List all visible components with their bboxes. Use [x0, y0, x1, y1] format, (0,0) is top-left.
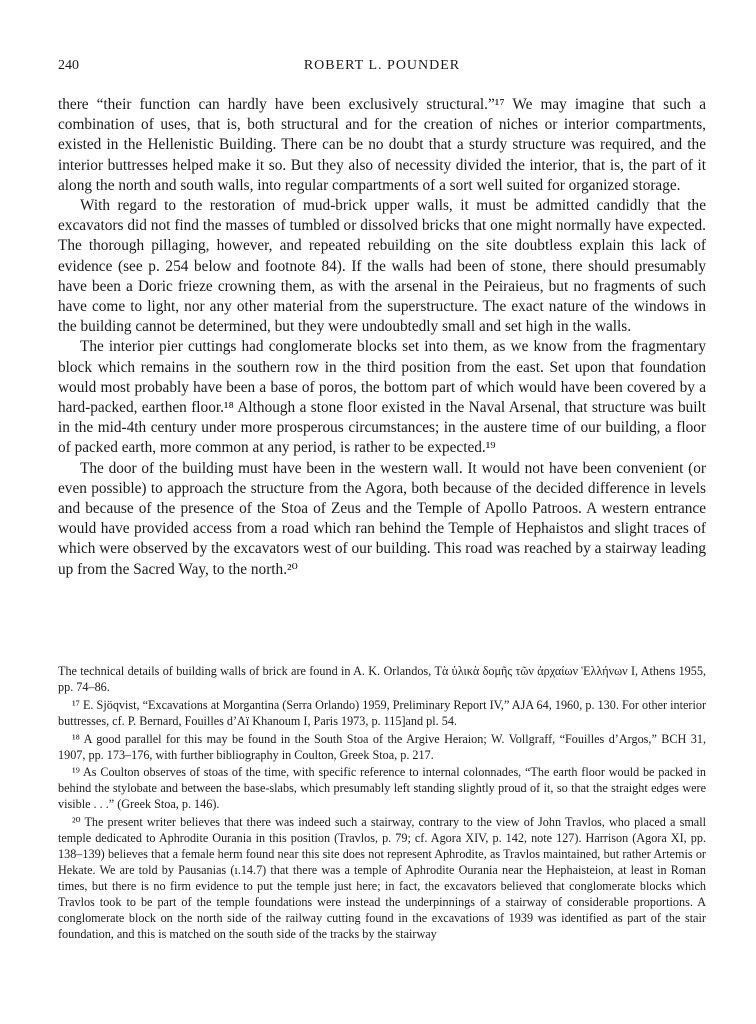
paragraph-1: there “their function can hardly have been exclusively structural.”¹⁷ We may imagine that such a combination of uses, that is, both structural and for the creation of niches or interior compartments, existed in the Hellenistic Building. There can be no doubt that a sturdy structure was required, and the interior buttresses helped make it so. But they also of necessity divided the interior, that is, the part of it along the north and south walls, into regular compartments of a sort well suited for organized storage.: [58, 96, 706, 194]
main-text: [58, 95, 706, 580]
footnote-20: ²⁰ The present writer believes that there was indeed such a stairway, contrary to the view of John Travlos, who placed a small temple dedicated to Aphrodite Ourania in this position (Travlos, p. 79; cf. Agora XIV, p. 142, note 127). Harrison (Agora XI, pp. 138–139) believes that a female herm found near this site does not represent Aphrodite, as Travlos maintained, but rather Artemis or Hekate. We are told by Pausanias (ı.14.7) that there was a temple of Aphrodite Ourania near the Hephaisteion, at least in Roman times, but there is no firm evidence to put the temple just here; in fact, the excavators believed that conglomerate blocks which Travlos took to be part of the temple foundations were instead the underpinnings of a stairway of considerable proportions. A conglomerate block on the north side of the railway cutting found in the excavations of 1939 was identified as part of the stair foundation, and this is matched on the south side of the tracks by the stairway: [58, 815, 706, 941]
footnotes: [58, 664, 706, 942]
paragraph-4: The door of the building must have been in the western wall. It would not have been convenient (or even possible) to approach the structure from the Agora, both because of the decided difference in levels and because of the presence of the Stoa of Zeus and the Temple of Apollo Patroos. A western entrance would have provided access from a road which ran behind the Temple of Hephaistos and slight traces of which were observed by the excavators west of our building. This road was reached by a stairway leading up from the Sacred Way, to the north.²⁰: [58, 459, 706, 578]
running-header: [58, 58, 706, 78]
paragraph-3: The interior pier cuttings had conglomerate blocks set into them, as we know from the fragmentary block which remains in the southern row in the third position from the east. Set upon that foundation would most probably have been a base of poros, the bottom part of which would have been covered by a hard-packed, earthen floor.¹⁸ Although a stone floor existed in the Naval Arsenal, that structure was built in the mid-4th century under more prosperous circumstances; in the austere time of our building, a floor of packed earth, more common at any period, is rather to be expected.¹⁹: [58, 338, 706, 457]
footnote-17: ¹⁷ E. Sjöqvist, “Excavations at Morgantina (Serra Orlando) 1959, Preliminary Report IV,” AJA 64, 1960, p. 130. For other interior buttresses, cf. P. Bernard, Fouilles d’Aï Khanoum I, Paris 1973, p. 115]and pl. 54.: [58, 697, 706, 728]
page-number: 240: [58, 58, 79, 73]
paragraph-2: With regard to the restoration of mud-brick upper walls, it must be admitted candidly that the excavators did not find the masses of tumbled or dissolved bricks that one might normally have expected. The thorough pillaging, however, and repeated rebuilding on the site doubtless explain this lack of evidence (see p. 254 below and footnote 84). If the walls had been of stone, there should presumably have been a Doric frieze crowning them, as with the arsenal in the Peiraieus, but no fragments of such have come to light, nor any other material from the superstructure. The exact nature of the windows in the building cannot be determined, but they were undoubtedly small and set high in the walls.: [58, 197, 706, 336]
footnote-19: ¹⁹ As Coulton observes of stoas of the time, with specific reference to internal colonnades, “The earth floor would be packed in behind the stylobate and between the base-slabs, which presumably left standing slightly proud of it, so that the straight edges were visible . . .” (Greek Stoa, p. 146).: [58, 765, 706, 812]
footnote-18: ¹⁸ A good parallel for this may be found in the South Stoa of the Argive Heraion; W. Vollgraff, “Fouilles d’Argos,” BCH 31, 1907, pp. 173–176, with further bibliography in Coulton, Greek Stoa, p. 217.: [58, 731, 706, 762]
running-title: ROBERT L. POUNDER: [303, 58, 461, 73]
footnote-continuation: The technical details of building walls of brick are found in A. K. Orlandos, Τὰ ὑλικὰ δομῆς τῶν ἀρχαίων Ἑλλήνων I, Athens 1955, pp. 74–86.: [58, 664, 706, 694]
